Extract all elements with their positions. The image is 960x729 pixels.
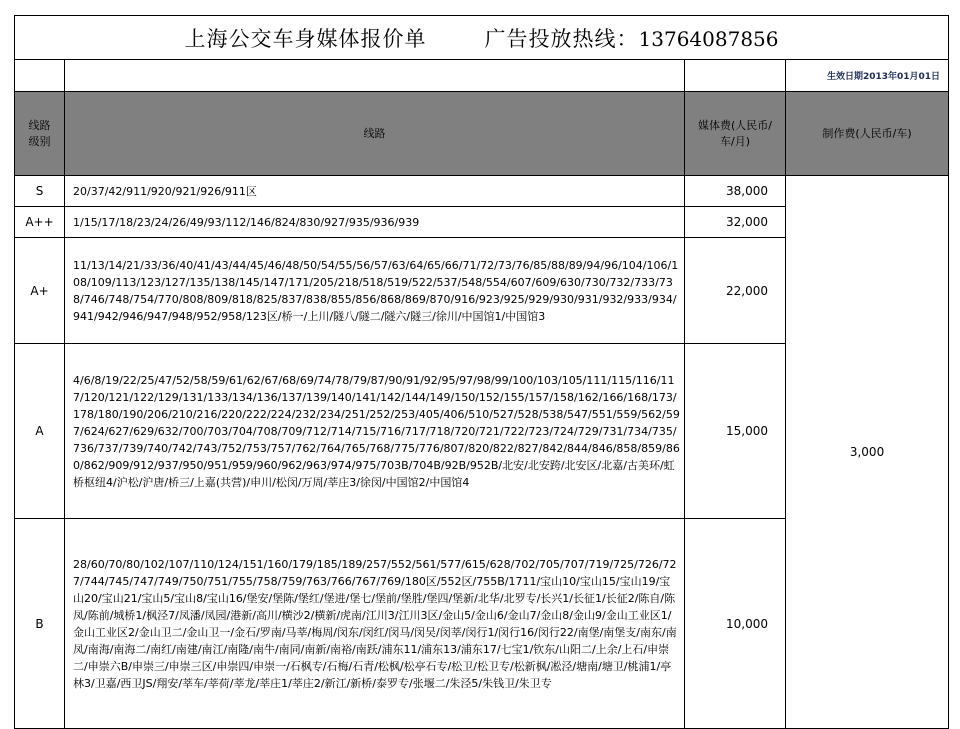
effective-date: 生效日期2013年01月01日 bbox=[786, 60, 949, 92]
row-media-fee: 32,000 bbox=[685, 207, 786, 238]
blank-cell bbox=[15, 60, 65, 92]
blank-cell bbox=[685, 60, 786, 92]
row-level: A++ bbox=[15, 207, 65, 238]
header-media-fee: 媒体费(人民币/车/月) bbox=[685, 92, 786, 176]
hotline-phone: 13764087856 bbox=[638, 26, 779, 51]
header-level: 线路级别 bbox=[15, 92, 65, 176]
blank-cell bbox=[65, 60, 685, 92]
row-routes: 4/6/8/19/22/25/47/52/58/59/61/62/67/68/69/74/78/79/87/90/91/92/95/97/98/99/100/103/105/111/115/116/117/120/121/122/129/131/133/134/136/137/139/140/141/142/144/149/150/152/155/157/158/162/166/168/173/178/180/190/206/210/216/220/222/224/232/234/251/252/253/405/406/510/527/528/538/547/551/559/562/597/624/627/629/632/700/703/704/708/709/712/714/715/716/717/718/720/721/722/723/724/729/731/734/735/736/737/739/740/742/743/752/753/757/762/764/765/768/775/776/807/820/822/827/842/844/846/858/859/860/862/909/912/937/950/951/959/960/962/963/974/975/703B/704B/92B/952B/北安/北安跨/北安区/北嘉/古美环/虹桥枢纽4/沪松/沪唐/桥三/上嘉(共营)/申川/松闵/万周/莘庄3/徐闵/中国馆2/中国馆4 bbox=[65, 344, 685, 519]
row-media-fee: 10,000 bbox=[685, 519, 786, 729]
table-row bbox=[15, 176, 949, 207]
row-media-fee: 15,000 bbox=[685, 344, 786, 519]
header-production-fee: 制作费(人民币/车) bbox=[786, 92, 949, 176]
header-row bbox=[15, 92, 949, 176]
price-sheet-table bbox=[14, 15, 949, 729]
row-routes: 28/60/70/80/102/107/110/124/151/160/179/185/189/257/552/561/577/615/628/702/705/707/719/725/726/727/744/745/747/749/750/751/755/758/759/763/766/767/769/180区/552区/755B/1711/宝山10/宝山15/宝山19/宝山20/宝山21/宝山5/宝山8/宝山16/堡安/堡陈/堡红/堡进/堡七/堡前/堡胜/堡四/堡新/北华/北罗专/长兴1/长征1/长征2/陈自/陈凤/陈前/城桥1/枫泾7/凤潘/凤园/港新/高川/横沙2/横新/虎南/江川3/江川3区/金山5/金山6/金山7/金山8/金山9/金山工业区1/金山工业区2/金山卫二/金山卫一/金石/罗南/马莘/梅周/闵东/闵红/闵马/闵吴/闵莘/闵行1/闵行16/闵行22/南堡/南堡支/南东/南凤/南海/南海二/南红/南建/南江/南隆/南牛/南同/南新/南裕/南跃/浦东11/浦东13/浦东17/七宝1/钦东/山阳二/上余/上石/申崇二/申崇六B/申崇三/申崇三区/申崇四/申崇一/石枫专/石梅/石青/松枫/松亭石专/松卫/松卫专/松新枫/凇泾/塘南/塘卫/桃浦1/亭林3/卫嘉/西卫JS/翔安/莘车/莘荷/莘龙/莘庄1/莘庄2/新江/新桥/泰罗专/张堰二/朱泾5/朱钱卫/朱卫专 bbox=[65, 519, 685, 729]
title-row bbox=[15, 16, 949, 60]
hotline-label: 广告投放热线： bbox=[484, 26, 639, 51]
row-level: S bbox=[15, 176, 65, 207]
header-routes: 线路 bbox=[65, 92, 685, 176]
row-level: A bbox=[15, 344, 65, 519]
row-routes: 20/37/42/911/920/921/926/911区 bbox=[65, 176, 685, 207]
title-cell bbox=[15, 16, 949, 60]
production-fee-value: 3,000 bbox=[786, 176, 949, 729]
row-level: A+ bbox=[15, 238, 65, 344]
row-media-fee: 38,000 bbox=[685, 176, 786, 207]
row-media-fee: 22,000 bbox=[685, 238, 786, 344]
sheet-title: 上海公交车身媒体报价单 bbox=[184, 26, 427, 51]
row-routes: 1/15/17/18/23/24/26/49/93/112/146/824/830/927/935/936/939 bbox=[65, 207, 685, 238]
row-routes: 11/13/14/21/33/36/40/41/43/44/45/46/48/50/54/55/56/57/63/64/65/66/71/72/73/76/85/88/89/94/96/104/106/108/109/113/123/127/135/138/145/147/171/205/218/518/519/522/537/548/554/607/609/630/730/732/733/738/746/748/754/770/808/809/818/825/837/838/855/856/868/869/870/916/923/925/929/930/931/932/933/934/941/942/946/947/948/952/958/123区/桥一/上川/隧八/隧二/隧六/隧三/徐川/中国馆1/中国馆3 bbox=[65, 238, 685, 344]
date-row bbox=[15, 60, 949, 92]
row-level: B bbox=[15, 519, 65, 729]
